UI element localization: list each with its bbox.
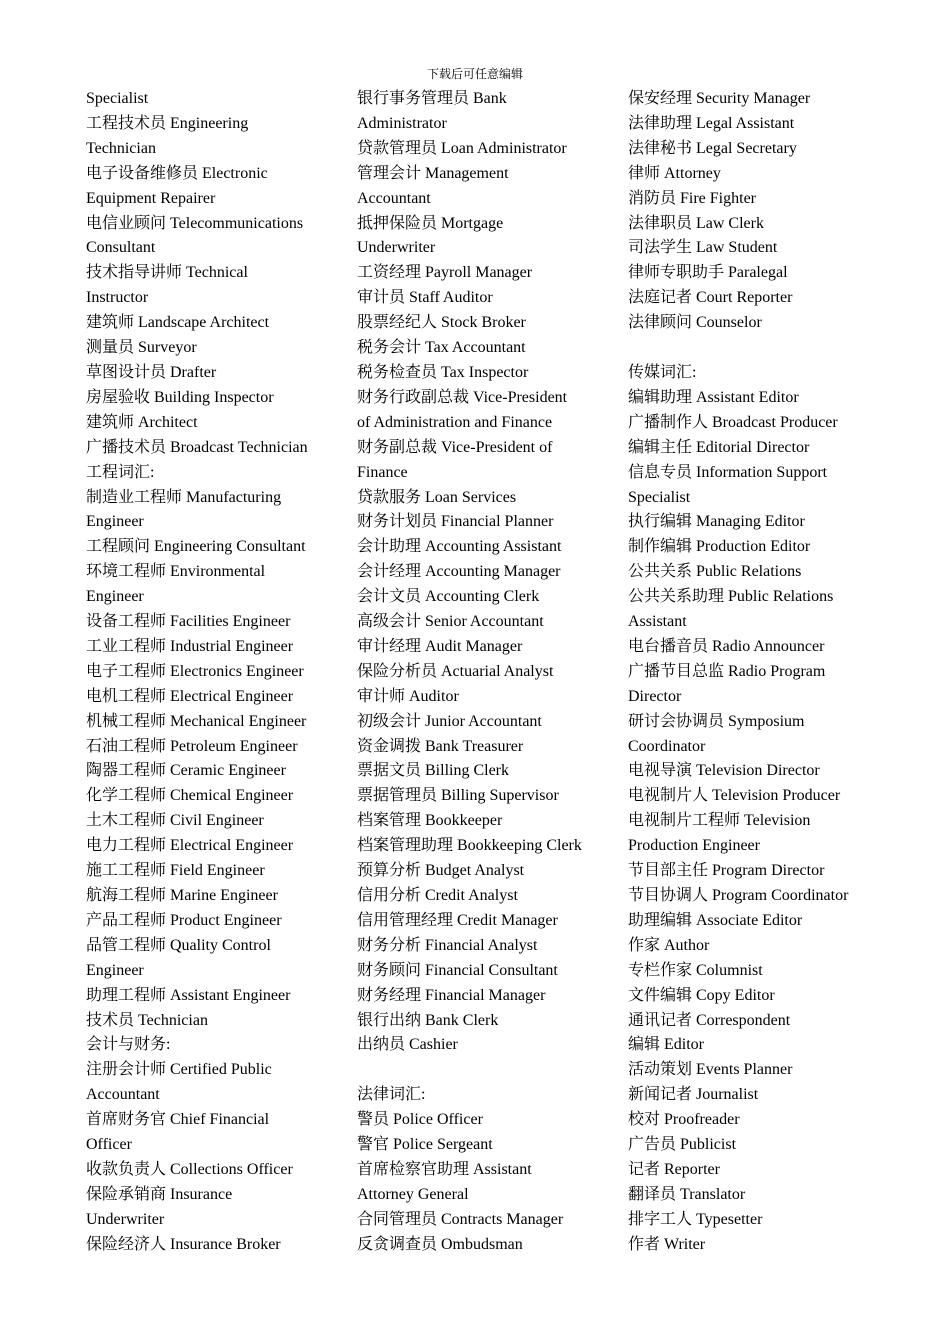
list-item: Director [628, 687, 682, 705]
list-item: 编辑助理 Assistant Editor [628, 388, 799, 406]
list-item: 初级会计 Junior Accountant [357, 712, 542, 730]
list-item: Finance [357, 463, 408, 481]
list-item: 管理会计 Management [357, 164, 509, 182]
list-item: 会计经理 Accounting Manager [357, 563, 561, 581]
list-item: 编辑 Editor [628, 1036, 704, 1054]
list-item: 产品工程师 Product Engineer [86, 911, 282, 929]
list-item: 制造业工程师 Manufacturing [86, 488, 282, 506]
list-item: 财务分析 Financial Analyst [357, 936, 538, 954]
section-heading: 工程词汇: [86, 463, 155, 481]
list-item: 环境工程师 Environmental [86, 563, 266, 581]
list-item: 票据文员 Billing Clerk [357, 762, 510, 780]
list-item: 土木工程师 Civil Engineer [86, 812, 264, 830]
list-item: 文件编辑 Copy Editor [628, 986, 775, 1004]
list-item: 节目协调人 Program Coordinator [628, 887, 849, 904]
list-item: Technician [86, 139, 156, 157]
list-item: 司法学生 Law Student [628, 239, 778, 257]
list-item: 公共关系 Public Relations [628, 563, 802, 581]
list-item: 研讨会协调员 Symposium [628, 712, 805, 730]
list-item: 广播节目总监 Radio Program [628, 662, 826, 680]
list-item: 反贪调查员 Ombudsman [357, 1235, 523, 1253]
list-item: 电子工程师 Electronics Engineer [86, 662, 304, 680]
list-item: 收款负责人 Collections Officer [86, 1160, 293, 1178]
list-item: 财务计划员 Financial Planner [357, 513, 554, 531]
list-item: 校对 Proofreader [628, 1111, 740, 1129]
list-item: 施工工程师 Field Engineer [86, 862, 265, 880]
list-item: 电台播音员 Radio Announcer [628, 637, 825, 655]
list-item: 消防员 Fire Fighter [628, 189, 756, 207]
list-item: 预算分析 Budget Analyst [357, 862, 525, 880]
list-item: of Administration and Finance [357, 413, 553, 431]
list-item: 翻译员 Translator [628, 1185, 746, 1203]
list-item: 广告员 Publicist [628, 1136, 737, 1154]
list-item: Engineer [86, 513, 144, 531]
list-item: 保险分析员 Actuarial Analyst [357, 662, 554, 680]
list-item: 电视导演 Television Director [628, 762, 820, 780]
list-item: 法庭记者 Court Reporter [628, 289, 793, 307]
list-item: Underwriter [357, 239, 436, 257]
list-item: 抵押保险员 Mortgage [357, 214, 504, 232]
list-item: 工程顾问 Engineering Consultant [86, 538, 306, 556]
list-item: 电视制片人 Television Producer [628, 787, 841, 805]
list-item: 编辑主任 Editorial Director [628, 438, 810, 456]
list-item: 档案管理 Bookkeeper [357, 812, 503, 830]
list-item: 制作编辑 Production Editor [628, 538, 811, 556]
list-item: Attorney General [357, 1185, 469, 1203]
list-item: 设备工程师 Facilities Engineer [86, 613, 291, 631]
list-item: 合同管理员 Contracts Manager [357, 1210, 564, 1228]
list-item: 审计经理 Audit Manager [357, 637, 523, 655]
list-item: 股票经纪人 Stock Broker [357, 314, 526, 332]
list-item: 银行事务管理员 Bank [357, 90, 507, 107]
list-item: 税务检查员 Tax Inspector [357, 363, 529, 381]
list-item: 法律顾问 Counselor [628, 314, 762, 332]
list-item: 首席财务官 Chief Financial [86, 1111, 270, 1129]
list-item: Underwriter [86, 1210, 165, 1228]
list-item: 建筑师 Architect [86, 413, 198, 431]
list-item: 排字工人 Typesetter [628, 1210, 763, 1228]
list-item: 工业工程师 Industrial Engineer [86, 637, 294, 655]
list-item: 信用管理经理 Credit Manager [357, 911, 558, 929]
list-item: 测量员 Surveyor [86, 339, 197, 357]
list-item: 审计员 Staff Auditor [357, 289, 493, 307]
list-item: 警官 Police Sergeant [357, 1136, 493, 1154]
column-middle [357, 87, 619, 1258]
list-item: Engineer [86, 588, 144, 606]
list-item: Accountant [86, 1086, 160, 1104]
list-item: 执行编辑 Managing Editor [628, 513, 805, 531]
section-heading: 传媒词汇: [628, 363, 697, 381]
list-item: 财务顾问 Financial Consultant [357, 961, 558, 979]
list-item: 工程技术员 Engineering [86, 114, 249, 132]
section-heading: 法律词汇: [357, 1086, 426, 1104]
list-item: 警员 Police Officer [357, 1111, 483, 1129]
list-item: Specialist [628, 488, 691, 506]
list-item: Assistant [628, 613, 687, 631]
list-item: 首席检察官助理 Assistant [357, 1160, 532, 1178]
list-item: 保险经济人 Insurance Broker [86, 1235, 281, 1253]
list-item: 陶器工程师 Ceramic Engineer [86, 762, 286, 780]
blank-line [628, 336, 868, 361]
list-item: 电机工程师 Electrical Engineer [86, 687, 294, 705]
list-item: 会计文员 Accounting Clerk [357, 588, 540, 606]
list-item: Equipment Repairer [86, 189, 216, 207]
column-right [628, 87, 868, 1258]
list-item: 品管工程师 Quality Control [86, 936, 271, 954]
list-item: 草图设计员 Drafter [86, 363, 217, 381]
list-item: 财务经理 Financial Manager [357, 986, 546, 1004]
list-item: Accountant [357, 189, 431, 207]
list-item: 保险承销商 Insurance [86, 1185, 233, 1203]
list-item: 技术员 Technician [86, 1011, 208, 1029]
list-item: 通讯记者 Correspondent [628, 1011, 791, 1029]
list-item: 票据管理员 Billing Supervisor [357, 787, 559, 805]
list-item: 法律助理 Legal Assistant [628, 114, 795, 132]
list-item: Consultant [86, 239, 156, 257]
list-item: 化学工程师 Chemical Engineer [86, 787, 294, 805]
list-item: 技术指导讲师 Technical [86, 264, 248, 282]
list-item: 记者 Reporter [628, 1160, 720, 1178]
list-item: 作者 Writer [628, 1235, 706, 1253]
list-item: 信息专员 Information Support [628, 463, 828, 481]
list-item: Specialist [86, 90, 149, 107]
list-item: 保安经理 Security Manager [628, 90, 811, 107]
list-item: 公共关系助理 Public Relations [628, 588, 834, 606]
list-item: 机械工程师 Mechanical Engineer [86, 712, 307, 730]
list-item: Coordinator [628, 737, 706, 755]
list-item: 档案管理助理 Bookkeeping Clerk [357, 837, 582, 855]
list-item: 石油工程师 Petroleum Engineer [86, 737, 298, 755]
list-item: 新闻记者 Journalist [628, 1086, 759, 1104]
list-item: 法律职员 Law Clerk [628, 214, 764, 232]
list-item: 律师专职助手 Paralegal [628, 264, 788, 282]
list-item: 贷款服务 Loan Services [357, 488, 517, 506]
list-item: 广播技术员 Broadcast Technician [86, 438, 308, 456]
list-item: 活动策划 Events Planner [628, 1061, 793, 1079]
list-item: 广播制作人 Broadcast Producer [628, 413, 838, 431]
list-item: 专栏作家 Columnist [628, 961, 763, 979]
list-item: 电子设备维修员 Electronic [86, 164, 268, 182]
list-item: 律师 Attorney [628, 164, 721, 182]
section-heading: 会计与财务: [86, 1036, 171, 1054]
list-item: 作家 Author [628, 936, 710, 954]
list-item: 贷款管理员 Loan Administrator [357, 139, 567, 157]
list-item: 电力工程师 Electrical Engineer [86, 837, 294, 855]
list-item: 助理编辑 Associate Editor [628, 911, 803, 929]
list-item: 房屋验收 Building Inspector [86, 388, 274, 406]
list-item: 电视制片工程师 Television [628, 812, 811, 830]
list-item: 银行出纳 Bank Clerk [357, 1011, 499, 1029]
list-item: 工资经理 Payroll Manager [357, 264, 533, 282]
list-item: Administrator [357, 114, 447, 132]
list-item: 会计助理 Accounting Assistant [357, 538, 562, 556]
list-item: 资金调拨 Bank Treasurer [357, 737, 524, 755]
list-item: 税务会计 Tax Accountant [357, 339, 526, 357]
list-item: 信用分析 Credit Analyst [357, 887, 518, 904]
list-item: 出纳员 Cashier [357, 1036, 458, 1054]
column-left [86, 87, 348, 1258]
list-item: 建筑师 Landscape Architect [86, 314, 270, 332]
page-header: 下载后可任意编辑 [426, 67, 523, 81]
list-item: 注册会计师 Certified Public [86, 1061, 272, 1079]
list-item: 高级会计 Senior Accountant [357, 613, 544, 631]
list-item: 节目部主任 Program Director [628, 862, 825, 880]
blank-line [357, 1058, 619, 1083]
list-item: 审计师 Auditor [357, 687, 459, 705]
list-item: 电信业顾问 Telecommunications [86, 214, 304, 232]
list-item: Engineer [86, 961, 144, 979]
list-item: Officer [86, 1136, 132, 1154]
list-item: 法律秘书 Legal Secretary [628, 139, 797, 157]
list-item: 助理工程师 Assistant Engineer [86, 986, 291, 1004]
list-item: Instructor [86, 289, 149, 307]
list-item: Production Engineer [628, 837, 760, 855]
list-item: 财务副总裁 Vice-President of [357, 438, 553, 456]
list-item: 航海工程师 Marine Engineer [86, 887, 278, 904]
list-item: 财务行政副总裁 Vice-President [357, 388, 568, 406]
